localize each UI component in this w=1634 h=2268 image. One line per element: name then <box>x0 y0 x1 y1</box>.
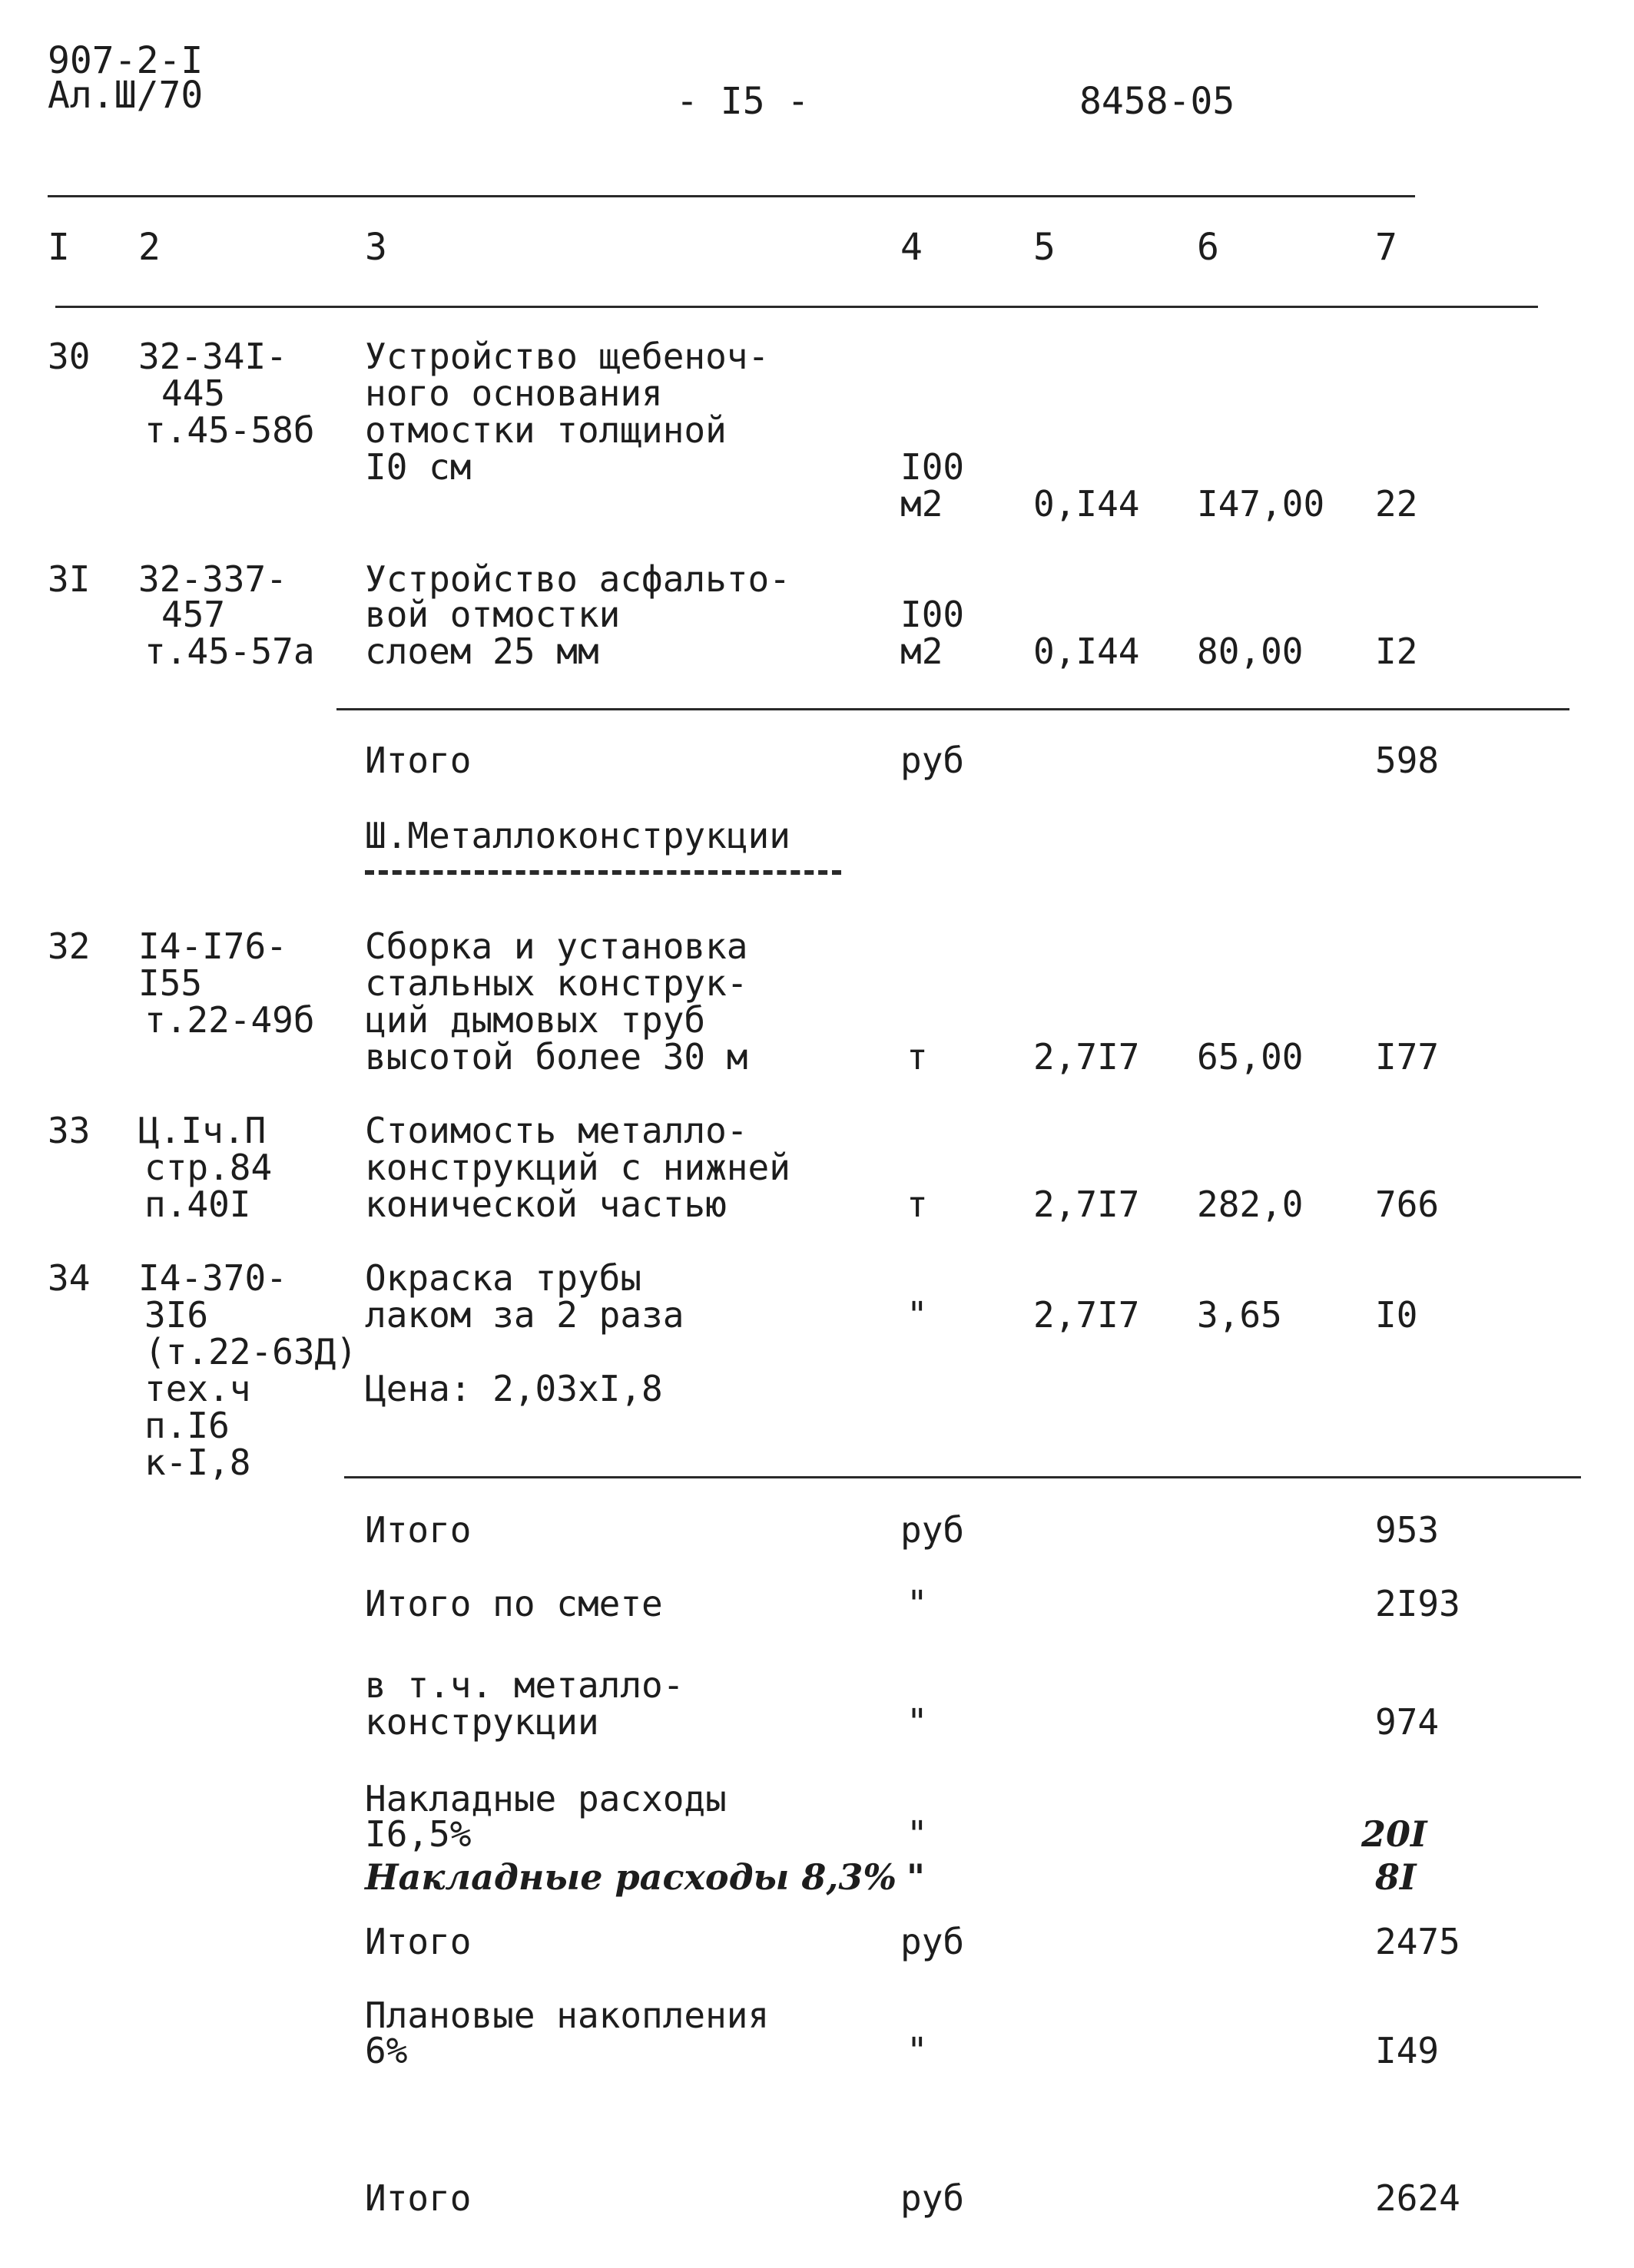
row-32-total: I77 <box>1375 1036 1440 1078</box>
summary-total: 2475 <box>1375 1921 1460 1962</box>
doc-code-line1: 907-2-I <box>48 39 204 82</box>
row-31-quantity: 0,I44 <box>1033 631 1140 672</box>
summary-total: 20I <box>1361 1813 1427 1855</box>
row-30-unit: I00 <box>900 446 965 488</box>
row-31-unit: I00 <box>900 594 965 635</box>
row-31-number: 3I <box>48 558 91 600</box>
row-30-number: 30 <box>48 336 91 377</box>
page-number: - I5 - <box>676 80 810 123</box>
row-32-code: I4-I76- <box>138 925 287 967</box>
header-rule-top <box>48 195 1415 197</box>
subtotal-label: Итого <box>365 740 472 781</box>
row-34-description: лаком за 2 раза <box>365 1294 684 1336</box>
summary-total: 953 <box>1375 1509 1440 1551</box>
doc-code-line2: Ал.Ш/70 <box>48 74 204 117</box>
row-32-code: т.22-49б <box>144 999 315 1041</box>
row-32-quantity: 2,7I7 <box>1033 1036 1140 1078</box>
section-total-rule <box>344 1476 1581 1478</box>
column-header-6: 6 <box>1197 226 1219 269</box>
summary-unit: руб <box>900 2177 965 2219</box>
row-34-unit: " <box>906 1294 928 1336</box>
row-31-description: вой отмостки <box>365 594 621 635</box>
row-30-description: I0 см <box>365 446 472 488</box>
column-header-1: I <box>48 226 70 269</box>
section-title: Ш.Металлоконструкции <box>365 815 790 856</box>
row-33-description: Стоимость металло- <box>365 1110 748 1151</box>
row-31-unit: м2 <box>900 631 943 672</box>
summary-label: Итого <box>365 1509 472 1551</box>
row-31-code: 32-337- <box>138 558 287 600</box>
row-30-description: отмостки толщиной <box>365 409 727 451</box>
row-32-description: высотой более 30 м <box>365 1036 748 1078</box>
row-33-unit: т <box>906 1184 928 1225</box>
row-30-code: т.45-58б <box>144 409 315 451</box>
summary-label: I6,5% <box>365 1813 472 1855</box>
row-34-number: 34 <box>48 1257 91 1299</box>
subtotal-unit: руб <box>900 740 965 781</box>
row-32-description: Сборка и установка <box>365 925 748 967</box>
row-32-code: I55 <box>138 962 203 1004</box>
row-34-code: п.I6 <box>144 1405 230 1446</box>
row-30-quantity: 0,I44 <box>1033 483 1140 525</box>
handwritten-overhead-label: Накладные расходы 8,3% <box>365 1856 897 1898</box>
row-31-total: I2 <box>1375 631 1418 672</box>
subtotal-rule <box>336 708 1569 710</box>
summary-unit: руб <box>900 1921 965 1962</box>
row-30-unit: м2 <box>900 483 943 525</box>
summary-total: 2624 <box>1375 2177 1460 2219</box>
row-30-total: 22 <box>1375 483 1418 525</box>
summary-unit: руб <box>900 1509 965 1551</box>
summary-unit: " <box>906 1813 928 1855</box>
column-header-2: 2 <box>138 226 161 269</box>
row-31-code: 457 <box>161 594 226 635</box>
section-title-underline <box>365 870 841 875</box>
subtotal-total: 598 <box>1375 740 1440 781</box>
row-32-unit: т <box>906 1036 928 1078</box>
row-31-description: Устройство асфальто- <box>365 558 790 600</box>
row-31-price: 80,00 <box>1197 631 1304 672</box>
doc-number: 8458-05 <box>1079 80 1235 123</box>
row-33-code: стр.84 <box>144 1147 273 1188</box>
row-32-price: 65,00 <box>1197 1036 1304 1078</box>
summary-label: 6% <box>365 2030 408 2071</box>
row-33-total: 766 <box>1375 1184 1440 1225</box>
summary-total: I49 <box>1375 2030 1440 2071</box>
column-header-5: 5 <box>1033 226 1056 269</box>
row-34-total: I0 <box>1375 1294 1418 1336</box>
row-30-price: I47,00 <box>1197 483 1325 525</box>
handwritten-overhead-total: 8I <box>1375 1856 1417 1898</box>
summary-total: 974 <box>1375 1701 1440 1743</box>
row-33-code: п.40I <box>144 1184 251 1225</box>
row-33-number: 33 <box>48 1110 91 1151</box>
summary-label: Итого <box>365 1921 472 1962</box>
row-33-description: конической частью <box>365 1184 727 1225</box>
row-33-quantity: 2,7I7 <box>1033 1184 1140 1225</box>
summary-total: 2I93 <box>1375 1583 1460 1624</box>
row-32-description: ций дымовых труб <box>365 999 706 1041</box>
row-34-code: (т.22-63Д) <box>144 1331 357 1372</box>
row-33-price: 282,0 <box>1197 1184 1304 1225</box>
summary-unit: " <box>906 2030 928 2071</box>
row-34-price: 3,65 <box>1197 1294 1282 1336</box>
column-header-3: 3 <box>365 226 387 269</box>
summary-label: в т.ч. металло- <box>365 1664 684 1706</box>
header-rule-bottom <box>55 306 1538 308</box>
summary-label: Итого по смете <box>365 1583 663 1624</box>
row-34-description: Окраска трубы <box>365 1257 642 1299</box>
summary-label: конструкции <box>365 1701 599 1743</box>
row-30-code: 445 <box>161 372 226 414</box>
row-34-price-note: Цена: 2,03хI,8 <box>365 1368 663 1409</box>
row-31-code: т.45-57а <box>144 631 315 672</box>
row-32-description: стальных конструк- <box>365 962 748 1004</box>
summary-unit: " <box>906 1701 928 1743</box>
row-33-description: конструкций с нижней <box>365 1147 790 1188</box>
column-header-7: 7 <box>1375 226 1397 269</box>
summary-label: Накладные расходы <box>365 1778 727 1819</box>
column-header-4: 4 <box>900 226 923 269</box>
row-34-code: 3I6 <box>144 1294 209 1336</box>
row-34-code: тех.ч <box>144 1368 251 1409</box>
handwritten-overhead-unit: " <box>906 1856 925 1898</box>
row-34-code: к-I,8 <box>144 1442 251 1483</box>
summary-unit: " <box>906 1583 928 1624</box>
row-30-description: Устройство щебеноч- <box>365 336 770 377</box>
row-33-code: Ц.Iч.П <box>138 1110 267 1151</box>
row-34-quantity: 2,7I7 <box>1033 1294 1140 1336</box>
row-31-description: слоем 25 мм <box>365 631 599 672</box>
summary-label: Итого <box>365 2177 472 2219</box>
row-32-number: 32 <box>48 925 91 967</box>
row-30-description: ного основания <box>365 372 663 414</box>
summary-label: Плановые накопления <box>365 1995 770 2036</box>
row-34-code: I4-370- <box>138 1257 287 1299</box>
row-30-code: 32-34I- <box>138 336 287 377</box>
